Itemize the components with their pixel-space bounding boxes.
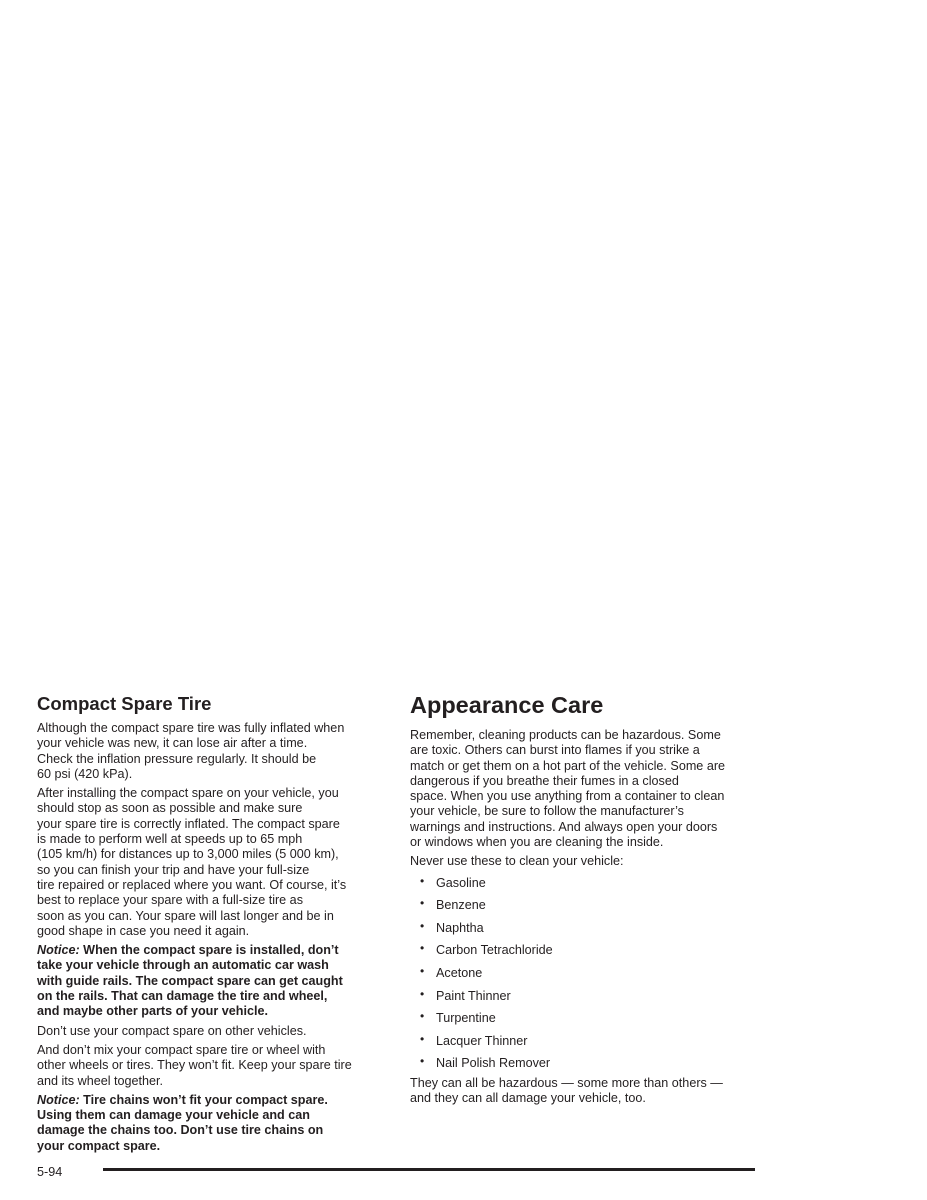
paragraph-inflation: Although the compact spare tire was fully inflated when your vehicle was new, it can lose air after a time. Check the inflation pressure regularly. It should be 60 psi (420 kPa).: [37, 721, 345, 781]
bullet-icon: •: [420, 896, 425, 911]
notice-label: Notice:: [37, 943, 80, 958]
list-item: • Paint Thinner: [420, 986, 511, 1003]
bullet-icon: •: [420, 964, 425, 979]
list-item: • Benzene: [420, 896, 486, 913]
notice-car-wash: [37, 943, 387, 1019]
paragraph-hazardous-products: Remember, cleaning products can be hazardous. Some are toxic. Others can burst into flames if you strike a match or get them on a hot part of the vehicle. Some are dangerous if you breathe their fumes in a closed space. When you use anything from a container to clean your vehicle, be sure to follow the manufacturer’s warnings and instructions. And always open your doors or windows when you are cleaning the inside.: [410, 728, 726, 850]
bullet-icon: •: [420, 918, 425, 933]
page-number: 5-94: [37, 1165, 63, 1179]
list-item: • Turpentine: [420, 1009, 496, 1026]
list-item: • Carbon Tetrachloride: [420, 941, 553, 958]
bullet-icon: •: [420, 1009, 425, 1024]
section-heading-appearance-care: Appearance Care: [410, 692, 604, 718]
paragraph-dont-mix: And don’t mix your compact spare tire or wheel with other wheels or tires. They won’t fit. Keep your spare tire and its wheel together.: [37, 1042, 352, 1088]
notice-text: Tire chains won’t fit your compact spare. Using them can damage your vehicle and can damage the chains too. Don’t use tire chains on your compact spare.: [37, 1092, 328, 1153]
notice-label: Notice:: [37, 1092, 80, 1107]
list-item: • Nail Polish Remover: [420, 1054, 551, 1071]
list-item: • Naphtha: [420, 918, 484, 935]
notice-tire-chains: [37, 1093, 387, 1154]
left-column: [37, 693, 387, 1158]
paragraph-other-vehicles: Don’t use your compact spare on other vehicles.: [37, 1023, 307, 1038]
notice-text: When the compact spare is installed, don’t take your vehicle through an automatic car wash with guide rails. The compact spare can get caught on the rails. That can damage the tire and wheel, and maybe other parts of your vehicle.: [37, 943, 343, 1019]
list-item: • Lacquer Thinner: [420, 1031, 528, 1048]
bullet-icon: •: [420, 1054, 425, 1069]
cleaning-products-list: [410, 873, 765, 1079]
paragraph-all-hazardous: They can all be hazardous — some more than others — and they can all damage your vehicle, too.: [410, 1076, 723, 1106]
bullet-icon: •: [420, 873, 425, 888]
bullet-icon: •: [420, 986, 425, 1001]
bullet-icon: •: [420, 1031, 425, 1046]
list-item: • Gasoline: [420, 873, 486, 890]
list-item: • Acetone: [420, 964, 483, 981]
bullet-icon: •: [420, 941, 425, 956]
paragraph-never-use: Never use these to clean your vehicle:: [410, 854, 624, 869]
section-heading-compact-spare: Compact Spare Tire: [37, 693, 212, 714]
footer-rule: [103, 1168, 755, 1171]
paragraph-after-installing: After installing the compact spare on your vehicle, you should stop as soon as possible and make sure your spare tire is correctly inflated. The compact spare is made to perform well at speeds up to 65 mph (105 km/h) for distances up to 3,000 miles (5 000 km), so you can finish your trip and have your full-size tire repaired or replaced where you want. Of course, it’s best to replace your spare with a full-size tire as soon as you can. Your spare will last longer and be in good shape in case you need it again.: [37, 786, 347, 938]
right-column: [410, 690, 765, 1111]
